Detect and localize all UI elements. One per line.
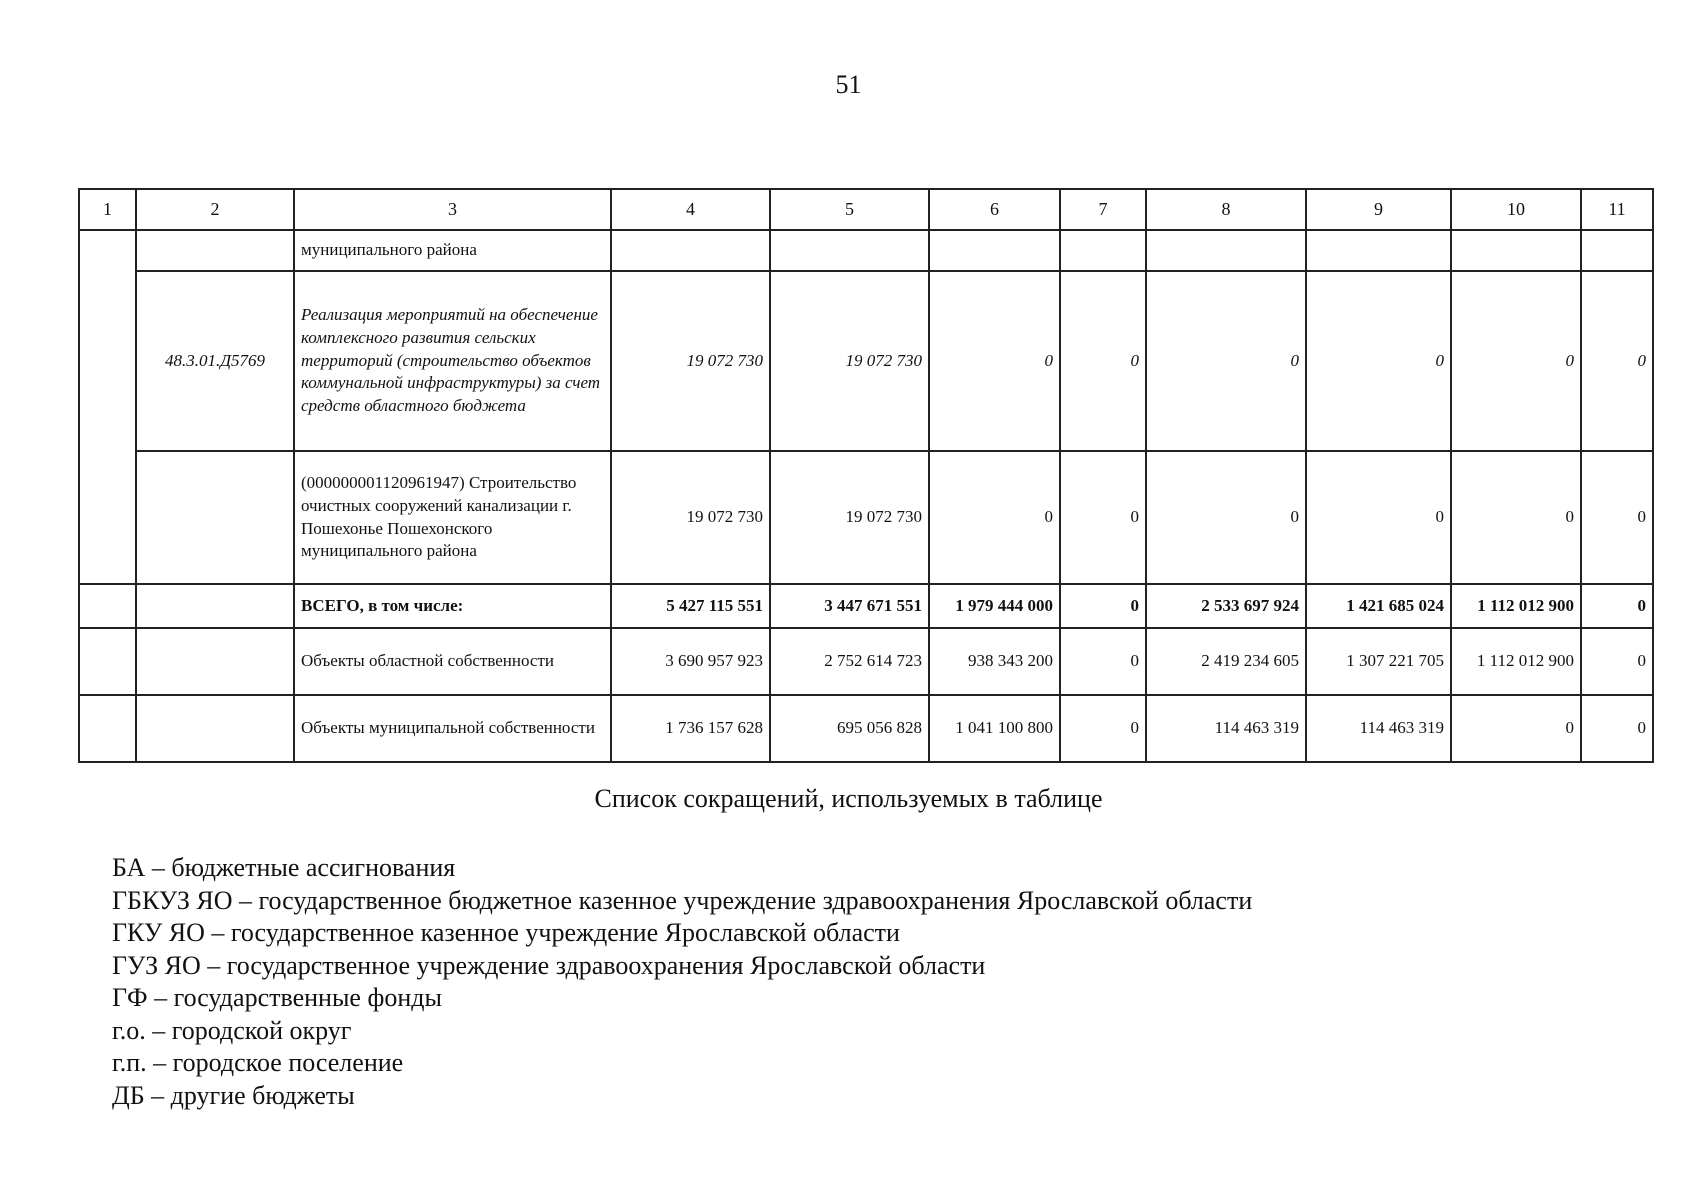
table-cell: 1 979 444 000	[929, 584, 1060, 628]
table-cell: 1 112 012 900	[1451, 628, 1581, 695]
column-header: 4	[611, 189, 770, 230]
table-cell: 0	[1581, 271, 1653, 451]
table-cell: 3 447 671 551	[770, 584, 929, 628]
table-cell: 3 690 957 923	[611, 628, 770, 695]
abbreviation-item: г.о. – городской округ	[112, 1015, 352, 1045]
column-header: 8	[1146, 189, 1306, 230]
table-cell: 938 343 200	[929, 628, 1060, 695]
table-cell: 0	[1060, 628, 1146, 695]
table-cell: 0	[1146, 451, 1306, 584]
column-header: 9	[1306, 189, 1451, 230]
table-cell: 0	[1581, 451, 1653, 584]
table-cell: 19 072 730	[611, 271, 770, 451]
abbreviation-item: г.п. – городское поселение	[112, 1048, 404, 1077]
table-cell: 0	[1306, 451, 1451, 584]
table-cell: Объекты областной собственности	[294, 628, 611, 695]
abbreviation-item: ГУЗ ЯО – государственное учреждение здравоохранения Ярославской области	[112, 950, 986, 980]
abbreviation-item: ГФ – государственные фонды	[112, 983, 442, 1012]
abbreviations-list	[112, 852, 1252, 1112]
table-cell: Объекты муниципальной собственности	[294, 695, 611, 762]
abbreviations-title: Список сокращений, используемых в таблице	[594, 784, 1103, 813]
table-cell: ВСЕГО, в том числе:	[294, 584, 611, 628]
budget-table	[78, 188, 1654, 763]
table-cell	[929, 230, 1060, 271]
table-cell: 2 752 614 723	[770, 628, 929, 695]
total-row	[79, 584, 1653, 628]
table-cell: 0	[1581, 584, 1653, 628]
table-cell: 0	[929, 451, 1060, 584]
table-cell: 1 421 685 024	[1306, 584, 1451, 628]
table-cell: 0	[1451, 451, 1581, 584]
table-cell: 0	[929, 271, 1060, 451]
table-cell: 114 463 319	[1146, 695, 1306, 762]
abbreviation-item: ГБКУЗ ЯО – государственное бюджетное казенное учреждение здравоохранения Ярославской области	[112, 885, 1253, 915]
abbreviation-item: БА – бюджетные ассигнования	[112, 853, 456, 882]
table-cell: 0	[1581, 695, 1653, 762]
table-cell	[1146, 230, 1306, 271]
table-row	[79, 628, 1653, 695]
table-header-row	[79, 189, 1653, 230]
table-row	[79, 695, 1653, 762]
table-cell: 0	[1060, 451, 1146, 584]
page-number: 51	[835, 70, 862, 99]
table-cell: 1 112 012 900	[1451, 584, 1581, 628]
table-cell: 48.3.01.Д5769	[136, 271, 294, 451]
table-cell: 0	[1306, 271, 1451, 451]
table-cell: 0	[1060, 695, 1146, 762]
column-header: 5	[770, 189, 929, 230]
table-cell: 2 419 234 605	[1146, 628, 1306, 695]
table-cell	[1060, 230, 1146, 271]
table-cell	[79, 695, 136, 762]
table-cell: 19 072 730	[770, 271, 929, 451]
column-header: 7	[1060, 189, 1146, 230]
table-cell: 0	[1451, 271, 1581, 451]
table-cell	[611, 230, 770, 271]
table-cell	[1451, 230, 1581, 271]
column-header: 11	[1581, 189, 1653, 230]
table-cell: (000000001120961947) Строительство очистных сооружений канализации г. Пошехонье Пошехонского муниципального района	[294, 451, 611, 584]
table-cell: 1 736 157 628	[611, 695, 770, 762]
abbreviation-item: ГКУ ЯО – государственное казенное учреждение Ярославской области	[112, 918, 900, 947]
table-cell: 0	[1451, 695, 1581, 762]
table-cell	[136, 230, 294, 271]
table-cell: 695 056 828	[770, 695, 929, 762]
table-cell: 114 463 319	[1306, 695, 1451, 762]
column-header: 10	[1451, 189, 1581, 230]
table-cell: Реализация мероприятий на обеспечение комплексного развития сельских территорий (строительство объектов коммунальной инфраструктуры) за счет средств областного бюджета	[294, 271, 611, 451]
column-header: 2	[136, 189, 294, 230]
table-cell: 0	[1060, 271, 1146, 451]
table-cell: 19 072 730	[611, 451, 770, 584]
table-cell	[79, 230, 136, 584]
table-cell: 0	[1581, 628, 1653, 695]
table-cell	[79, 584, 136, 628]
table-cell	[79, 628, 136, 695]
table-row	[79, 451, 1653, 584]
table-cell	[1306, 230, 1451, 271]
table-cell: 0	[1146, 271, 1306, 451]
table-cell	[136, 628, 294, 695]
table-cell	[136, 451, 294, 584]
column-header: 3	[294, 189, 611, 230]
table-row	[79, 230, 1653, 271]
column-header: 6	[929, 189, 1060, 230]
table-cell	[1581, 230, 1653, 271]
table-cell: 1 041 100 800	[929, 695, 1060, 762]
column-header: 1	[79, 189, 136, 230]
table-cell: 1 307 221 705	[1306, 628, 1451, 695]
table-cell: 0	[1060, 584, 1146, 628]
table-cell	[770, 230, 929, 271]
table-row	[79, 271, 1653, 451]
table-cell: 5 427 115 551	[611, 584, 770, 628]
abbreviation-item: ДБ – другие бюджеты	[112, 1080, 355, 1110]
table-cell: 19 072 730	[770, 451, 929, 584]
table-cell: 2 533 697 924	[1146, 584, 1306, 628]
table-cell: муниципального района	[294, 230, 611, 271]
table-cell	[136, 584, 294, 628]
table-cell	[136, 695, 294, 762]
